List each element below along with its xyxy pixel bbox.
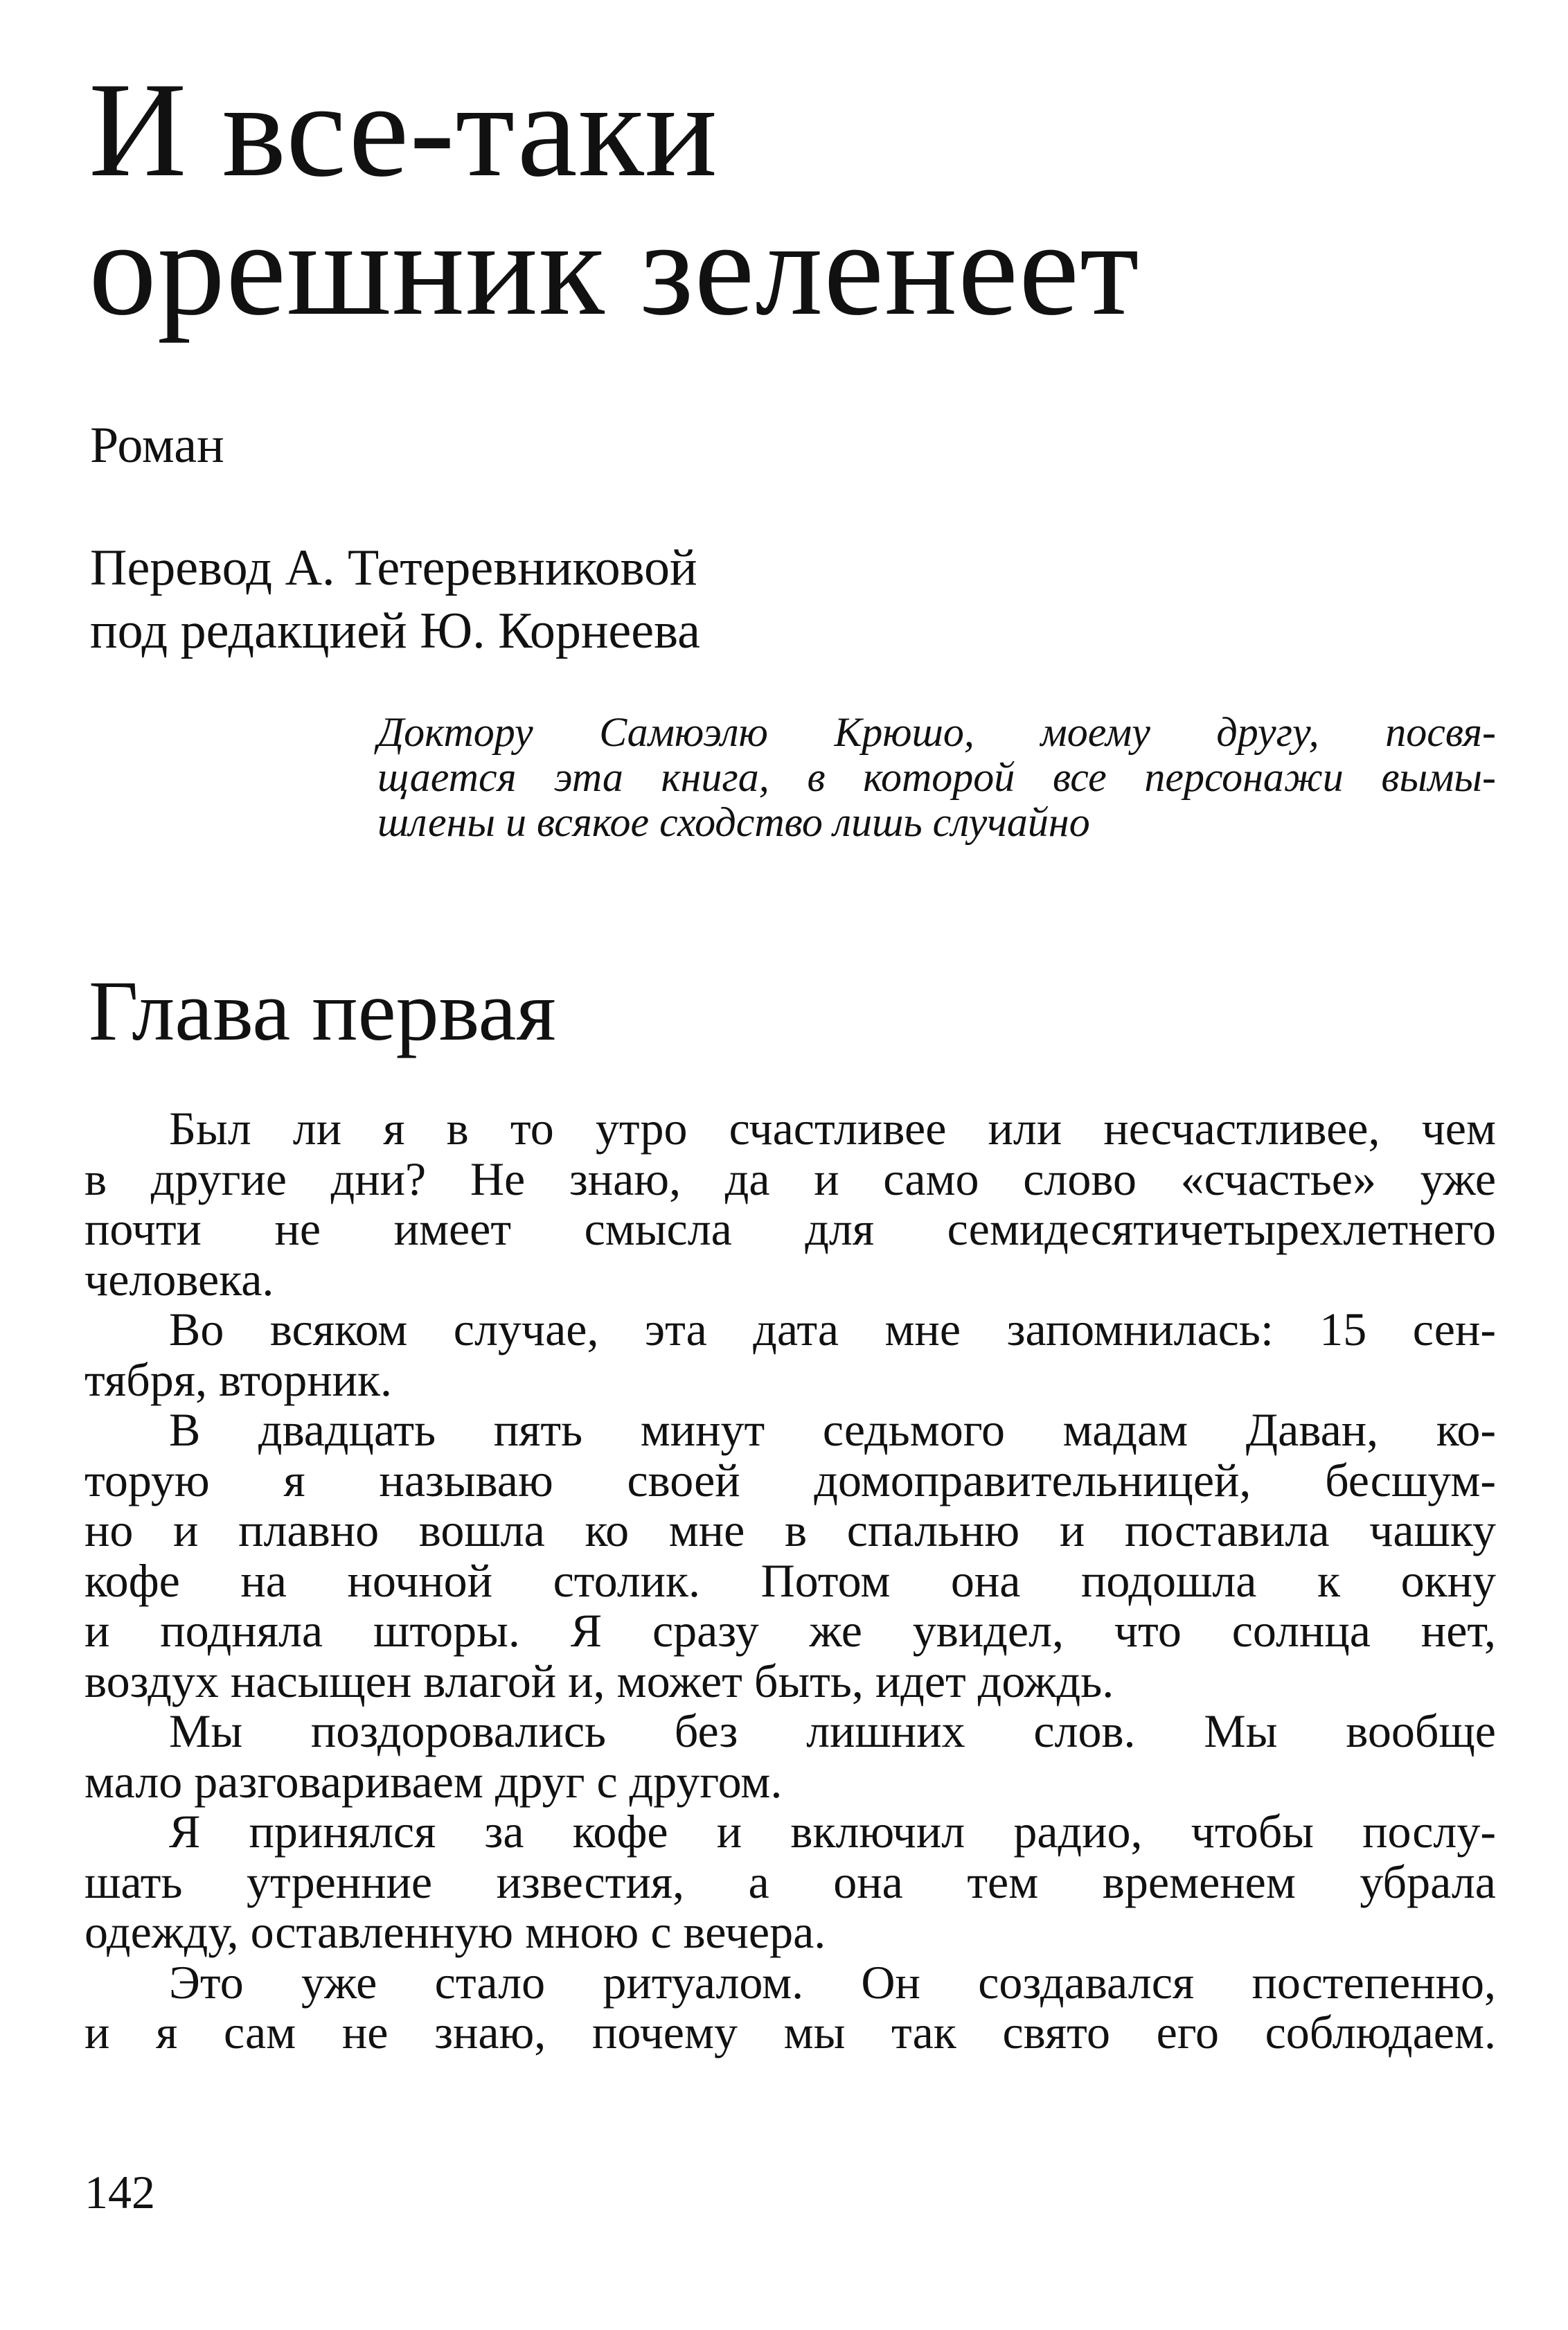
text-line: почти не имеет смысла для семидесятичетырехлетнего bbox=[84, 1202, 1496, 1255]
novel-title bbox=[89, 55, 1474, 344]
editor-credit: под редакцией Ю. Корнеева bbox=[90, 603, 700, 659]
text-line: Мы поздоровались без лишних слов. Мы вообще bbox=[169, 1705, 1496, 1757]
title-line-2: орешник зеленеет bbox=[89, 193, 1140, 344]
text-line: и подняла шторы. Я сразу же увидел, что солнца нет, bbox=[84, 1604, 1496, 1657]
text-line: кофе на ночной столик. Потом она подошла к окну bbox=[84, 1554, 1496, 1607]
text-line: но и плавно вошла ко мне в спальню и поставила чашку bbox=[84, 1504, 1496, 1556]
text-line: мало разговариваем друг с другом. bbox=[84, 1754, 783, 1808]
text-line: и я сам не знаю, почему мы так свято его соблюдаем. bbox=[84, 2006, 1496, 2058]
dedication-line: щается эта книга, в которой все персонажи вымы- bbox=[377, 754, 1496, 800]
text-line: торую я называю своей домоправительницей, бесшум- bbox=[84, 1453, 1496, 1506]
dedication-line: Доктору Самюэлю Крюшо, моему другу, посвя- bbox=[377, 709, 1496, 755]
text-line: шать утренние известия, а она тем временем убрала bbox=[84, 1855, 1496, 1908]
translator-credit: Перевод А. Тетеревниковой bbox=[90, 540, 697, 596]
translation-credits bbox=[90, 537, 700, 663]
text-line: человека. bbox=[84, 1252, 274, 1306]
text-line: Во всяком случае, эта дата мне запомнилась: 15 сен- bbox=[169, 1303, 1496, 1355]
title-line-1: И все-таки bbox=[89, 55, 718, 205]
dedication bbox=[377, 710, 1496, 845]
text-line: одежду, оставленную мною с вечера. bbox=[84, 1905, 826, 1958]
page-number: 142 bbox=[84, 2166, 155, 2218]
text-line: воздух насыщен влагой и, может быть, идет дождь. bbox=[84, 1654, 1114, 1707]
text-line: В двадцать пять минут седьмого мадам Даван, ко- bbox=[169, 1403, 1496, 1456]
genre-label: Роман bbox=[90, 417, 224, 474]
text-line: Был ли я в то утро счастливее или несчастливее, чем bbox=[169, 1102, 1496, 1155]
text-line: в другие дни? Не знаю, да и само слово «счастье» уже bbox=[84, 1152, 1496, 1205]
dedication-line: шлены и всякое сходство лишь случайно bbox=[377, 799, 1090, 845]
text-line: Я принялся за кофе и включил радио, чтобы послу- bbox=[169, 1805, 1496, 1858]
text-line: тября, вторник. bbox=[84, 1353, 393, 1406]
chapter-heading: Глава первая bbox=[89, 963, 556, 1058]
chapter-body bbox=[84, 1103, 1496, 2058]
text-line: Это уже стало ритуалом. Он создавался постепенно, bbox=[169, 1955, 1496, 2009]
